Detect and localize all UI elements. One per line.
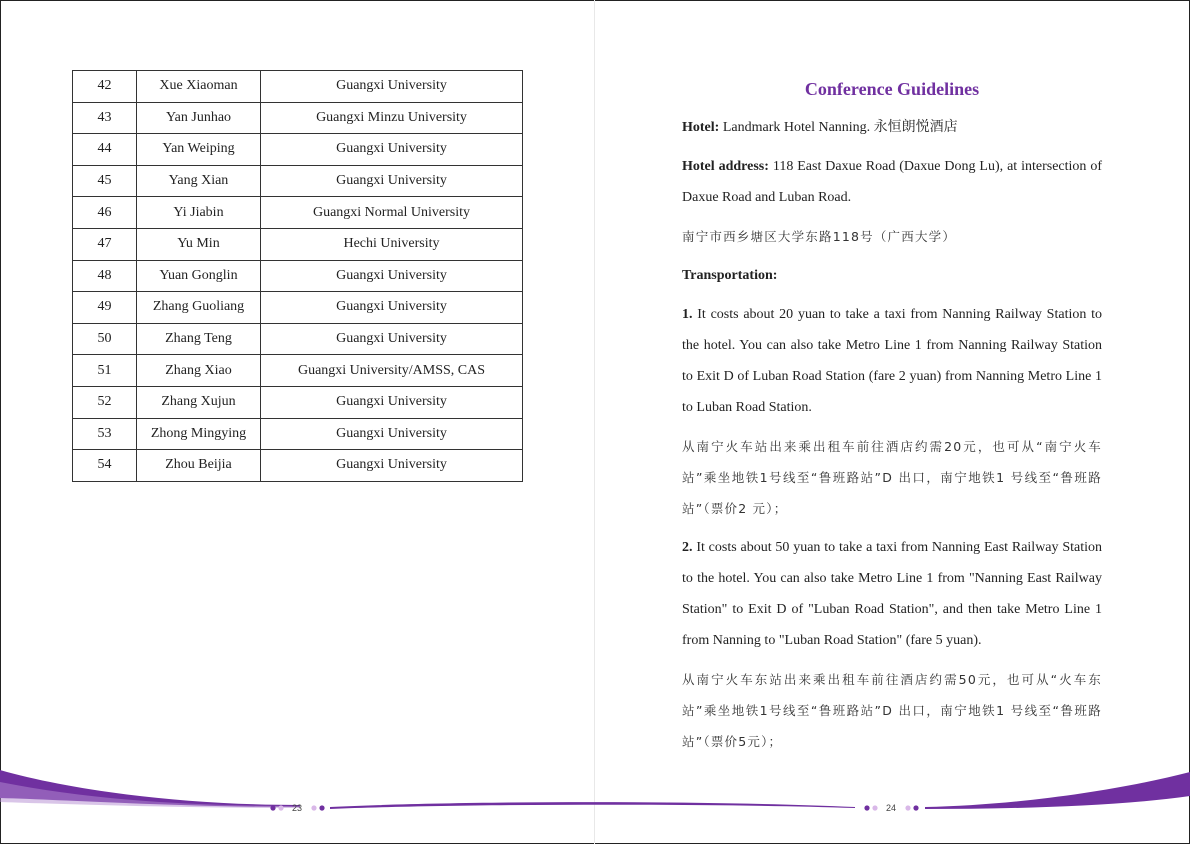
page-number-left: 23 [291,803,302,813]
page-dot-icon [905,805,910,810]
table-row [73,418,523,450]
participant-number: 42 [73,71,137,103]
participant-institution: Guangxi University [261,418,523,450]
participant-name: Yang Xian [137,165,261,197]
participant-institution: Guangxi University [261,386,523,418]
address-value: 118 East Daxue Road (Daxue Dong Lu), at intersection of Daxue Road and Luban Road. [682,159,1103,205]
participant-number: 46 [73,197,137,229]
spread-divider [594,0,595,844]
page-dot-icon [319,805,324,810]
participant-institution: Guangxi University [261,450,523,482]
participant-institution: Guangxi University [261,165,523,197]
participant-name: Zhong Mingying [137,418,261,450]
participant-institution: Hechi University [261,228,523,260]
page-dot-icon [864,805,869,810]
participant-number: 47 [73,228,137,260]
participant-number: 53 [73,418,137,450]
participant-name: Zhang Xujun [137,386,261,418]
participant-number: 48 [73,260,137,292]
table-row [73,450,523,482]
transport-item-1 [682,299,1102,423]
table-row [73,260,523,292]
hotel-label: Hotel: [682,120,720,135]
participant-number: 43 [73,102,137,134]
transport-item-2-number: 2. [682,540,693,555]
participant-name: Yan Weiping [137,134,261,166]
transport-item-2-chinese: 从南宁火车东站出来乘出租车前往酒店约需50元，也可从“火车东站”乘坐地铁1号线至“鲁班路站”D 出口，南宁地铁1 号线至“鲁班路站”（票价5元）； [682,672,1102,749]
table-row [73,134,523,166]
page-dot-icon [311,805,316,810]
table-row [73,292,523,324]
participant-table-body [73,71,523,482]
table-row [73,197,523,229]
participant-name: Zhang Teng [137,323,261,355]
page-number-right: 24 [885,803,896,813]
participant-number: 50 [73,323,137,355]
page-dot-icon [278,805,283,810]
participant-institution: Guangxi University [261,134,523,166]
participant-number: 49 [73,292,137,324]
participant-table [72,70,523,482]
participant-name: Zhou Beijia [137,450,261,482]
table-row [73,386,523,418]
participant-name: Xue Xiaoman [137,71,261,103]
transportation-label: Transportation: [682,268,778,283]
participant-institution: Guangxi University [261,323,523,355]
transport-item-2-text: It costs about 50 yuan to take a taxi from Nanning East Railway Station to the hotel. You can also take Metro Line 1 from "Nanning East Railway Station" to Exit D of "Luban Road Station", and then take Metro Line 1 from Nanning to "Luban Road Station" (fare 5 yuan). [682,540,1102,648]
transportation-heading [682,260,1102,291]
page-dot-icon [270,805,275,810]
participant-institution: Guangxi University [261,71,523,103]
participant-institution: Guangxi University/AMSS, CAS [261,355,523,387]
participant-name: Yan Junhao [137,102,261,134]
participant-number: 54 [73,450,137,482]
address-label: Hotel address: [682,159,769,174]
participant-name: Zhang Guoliang [137,292,261,324]
footer-swoosh [0,760,1190,820]
address-line [682,151,1102,213]
conference-guidelines [682,70,1102,757]
transport-item-2 [682,532,1102,656]
hotel-value: Landmark Hotel Nanning. 永恒朗悦酒店 [722,120,958,135]
participant-name: Zhang Xiao [137,355,261,387]
page-dot-icon [872,805,877,810]
participant-institution: Guangxi Normal University [261,197,523,229]
swoosh-center [330,802,855,809]
transport-item-1-text: It costs about 20 yuan to take a taxi from Nanning Railway Station to the hotel. You can also take Metro Line 1 from Nanning Railway Station to Exit D of Luban Road Station (fare 2 yuan) from Nanning Metro Line 1 to Luban Road Station. [682,307,1102,415]
address-chinese: 南宁市西乡塘区大学东路118号（广西大学） [682,229,957,244]
table-row [73,355,523,387]
participant-name: Yi Jiabin [137,197,261,229]
participant-number: 44 [73,134,137,166]
transport-item-1-number: 1. [682,307,693,322]
participant-institution: Guangxi Minzu University [261,102,523,134]
table-row [73,165,523,197]
swoosh-right [925,772,1190,809]
hotel-line [682,112,1102,143]
participant-number: 52 [73,386,137,418]
participant-institution: Guangxi University [261,292,523,324]
participant-name: Yu Min [137,228,261,260]
table-row [73,228,523,260]
table-row [73,71,523,103]
participant-institution: Guangxi University [261,260,523,292]
transport-item-1-chinese: 从南宁火车站出来乘出租车前往酒店约需20元，也可从“南宁火车站”乘坐地铁1号线至“鲁班路站”D 出口，南宁地铁1 号线至“鲁班路站”（票价2 元）； [682,439,1102,516]
participant-number: 51 [73,355,137,387]
participant-name: Yuan Gonglin [137,260,261,292]
page-dot-icon [913,805,918,810]
table-row [73,102,523,134]
participant-number: 45 [73,165,137,197]
table-row [73,323,523,355]
guidelines-title: Conference Guidelines [804,79,980,99]
